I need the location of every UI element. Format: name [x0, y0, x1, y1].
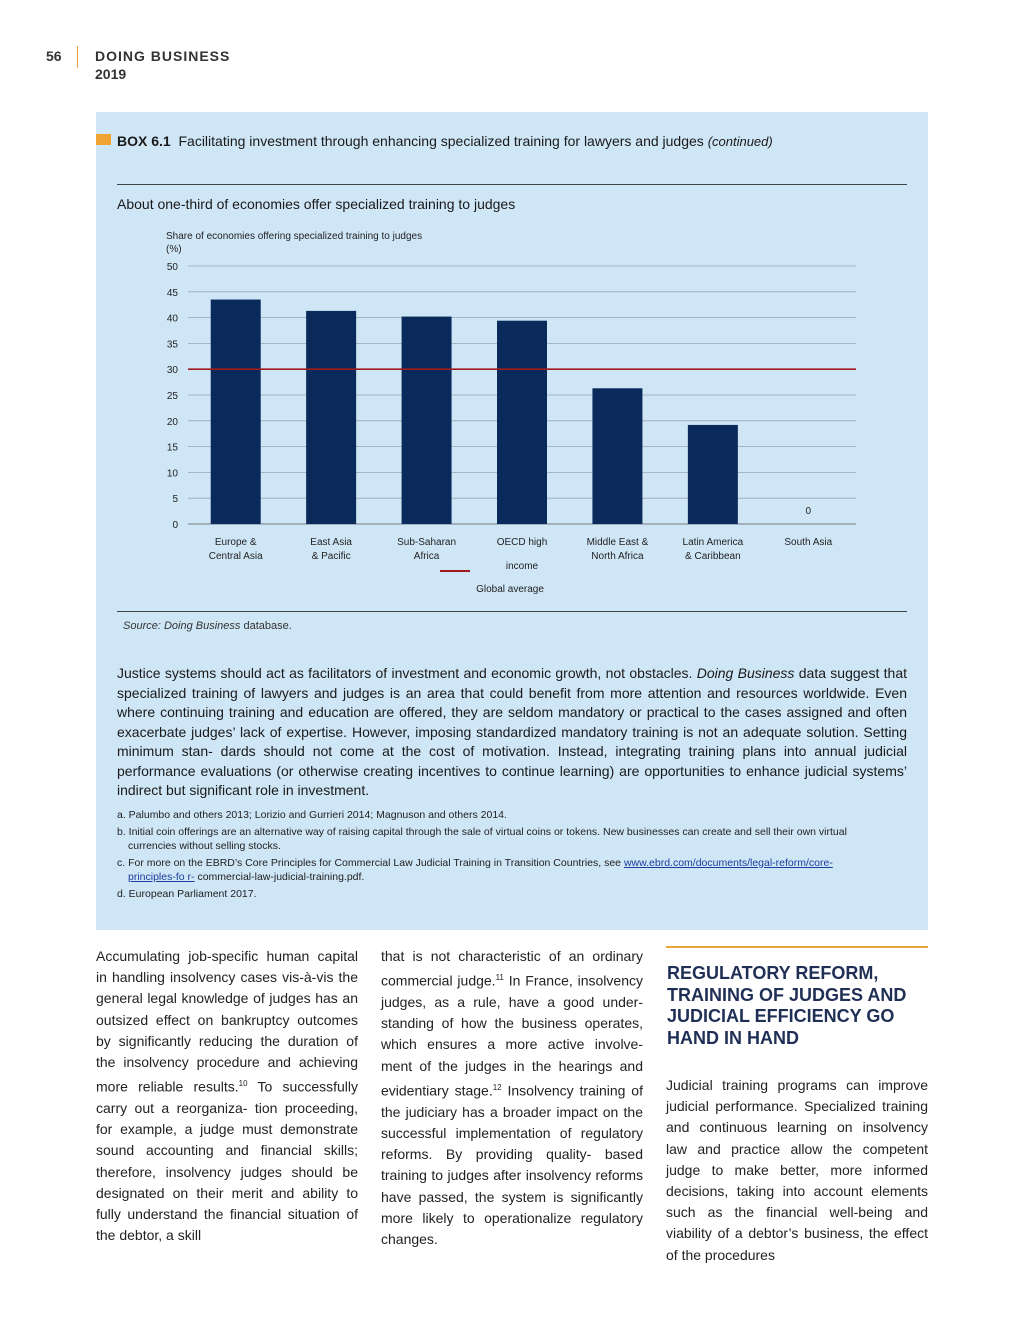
bar: [688, 425, 738, 524]
box-marker-icon: [96, 134, 111, 145]
footnote-ref: 11: [495, 973, 504, 983]
header-divider: [77, 46, 78, 68]
y-tick-label: 10: [166, 468, 178, 480]
box-notes: [117, 808, 877, 904]
y-tick-label: 35: [166, 339, 178, 351]
y-tick-label: 50: [166, 262, 178, 273]
col2-text-b: In France, insolvency judges, as a rule, have a good under- standing of how the business operates, which ensures a more active involve- ment of the judges in the hearings and evidentiary stage.: [381, 972, 643, 1099]
note-b: b. Initial coin offerings are an alternative way of raising capital through the sale of virtual coins or tokens. New businesses can create and sell their own virtual currencies without selling stocks.: [117, 826, 847, 852]
note-c-text: c. For more on the EBRD’s Core Principles for Commercial Law Judicial Training in Transition Countries, see: [117, 857, 622, 869]
bar: [402, 317, 452, 524]
bar: [306, 311, 356, 524]
chart-title: About one-third of economies offer specialized training to judges: [117, 196, 516, 212]
x-tick-label: income: [505, 561, 539, 572]
bar: [211, 300, 261, 524]
source-italic: Doing Business: [163, 620, 241, 632]
chart-top-rule: [117, 184, 907, 185]
col2-text-c: Insolvency training of the judiciary has a broader impact on the successful implementation of regulatory reforms. By providing quality- based training to judges after insolvency reforms have passed, the system is significantly more likely to operationalize regulatory changes.: [381, 1082, 643, 1247]
box-para-part2: data suggest that specialized training of lawyers and judges is an area that could benefit from more attention and resources worldwide. Even where continuing training and education are offered, they are seldom mandatory or practical to the cases assigned and often exacerbate judges’ lack of expertise. However, imposing standardized mandatory training is not an adequate solution. Setting minimum stan- dards should not come at the cost of motivation. Instead, integrating training plans into annual judicial performance evaluations (or otherwise creating incentives to continue learning) are opportunities to enhance judicial systems’ indirect but significant role in investment.: [117, 665, 908, 798]
x-tick-label: Latin America: [682, 537, 744, 548]
box-continued: (continued): [707, 134, 773, 149]
section-rule: [666, 946, 928, 948]
col1-text-a: Accumulating job-specific human capital in handling insolvency cases vis-à-vis the general legal knowledge of judges has an outsized effect on bankruptcy outcomes by significantly reducing the duration of the insolvency procedure and achieving more reliable results.: [96, 948, 358, 1095]
box-title: [117, 133, 773, 149]
body-column-3: Judicial training programs can improve judicial performance. Specialized training and continuous learning on insolvency law and practice allow the competent judge to make better, more informed decisions, taking into account elements such as the financial well-being and viability of a debtor’s business, the effect of the procedures: [666, 1077, 928, 1263]
col1-text-b: To successfully carry out a reorganiza- tion proceeding, for example, a judge must demonstrate sound accounting and financial skills; therefore, insolvency judges should be designated on their merit and ability to fully understand the financial situation of the debtor, a skill: [96, 1078, 358, 1244]
y-axis-label: Share of economies offering specialized training to judges: [166, 231, 423, 242]
y-tick-label: 25: [166, 391, 178, 402]
x-tick-label: Middle East &: [586, 537, 649, 548]
y-tick-label: 20: [166, 416, 178, 428]
y-axis-unit: (%): [166, 244, 182, 255]
note-c-link[interactable]: www.ebrd.com/documents/legal-reform/core-principles-fo r-: [128, 857, 833, 883]
x-tick-label: South Asia: [784, 537, 833, 548]
box-6-1: [96, 112, 928, 930]
y-tick-label: 30: [166, 365, 178, 377]
y-tick-label: 5: [172, 494, 178, 506]
box-label: BOX 6.1: [117, 133, 171, 149]
source-suffix: database.: [243, 620, 292, 632]
page-number: 56: [46, 48, 62, 64]
x-tick-label: & Pacific: [311, 551, 351, 562]
x-tick-label: Africa: [413, 551, 440, 562]
x-tick-label: Central Asia: [208, 551, 263, 562]
footnote-ref: 10: [238, 1079, 248, 1089]
chart-bottom-rule: [117, 611, 907, 612]
bar: [497, 321, 547, 524]
x-tick-label: & Caribbean: [685, 551, 741, 562]
x-tick-label: East Asia: [310, 537, 352, 548]
box-para-part1: Justice systems should act as facilitators of investment and economic growth, not obstacles.: [117, 665, 693, 681]
box-paragraph: [117, 664, 907, 801]
note-c-suffix: commercial-law-judicial-training.pdf.: [197, 871, 365, 883]
x-tick-label: Sub-Saharan: [397, 537, 457, 548]
bar: [592, 388, 642, 524]
y-tick-label: 15: [166, 442, 178, 454]
legend-label: Global average: [476, 584, 544, 595]
box-para-italic: Doing Business: [696, 665, 795, 681]
report-title: DOING BUSINESS: [95, 48, 231, 64]
x-tick-label: OECD high: [496, 537, 548, 548]
note-a: a. Palumbo and others 2013; Lorizio and Gurrieri 2014; Magnuson and others 2014.: [117, 809, 507, 821]
note-c: [117, 856, 877, 884]
chart-source: [123, 620, 292, 632]
body-column-2: [381, 946, 643, 1250]
source-prefix: Source:: [123, 620, 161, 632]
box-title-text: Facilitating investment through enhancing specialized training for lawyers and judges: [178, 133, 704, 149]
y-tick-label: 0: [172, 520, 178, 531]
col2-text-a: that is not characteristic of an ordinary commercial judge.: [381, 948, 643, 989]
report-year: 2019: [95, 66, 127, 82]
note-d: d. European Parliament 2017.: [117, 888, 257, 900]
y-tick-label: 40: [166, 313, 178, 325]
zero-value-label: 0: [805, 506, 812, 517]
body-column-1: [96, 946, 358, 1247]
bar-chart: [96, 220, 928, 610]
y-tick-label: 45: [166, 287, 178, 299]
x-tick-label: Europe &: [214, 537, 257, 548]
x-tick-label: North Africa: [591, 551, 644, 562]
section-heading: REGULATORY REFORM, TRAINING OF JUDGES AND JUDICIAL EFFICIENCY GO HAND IN HAND: [667, 963, 907, 1048]
footnote-ref: 12: [492, 1082, 502, 1092]
